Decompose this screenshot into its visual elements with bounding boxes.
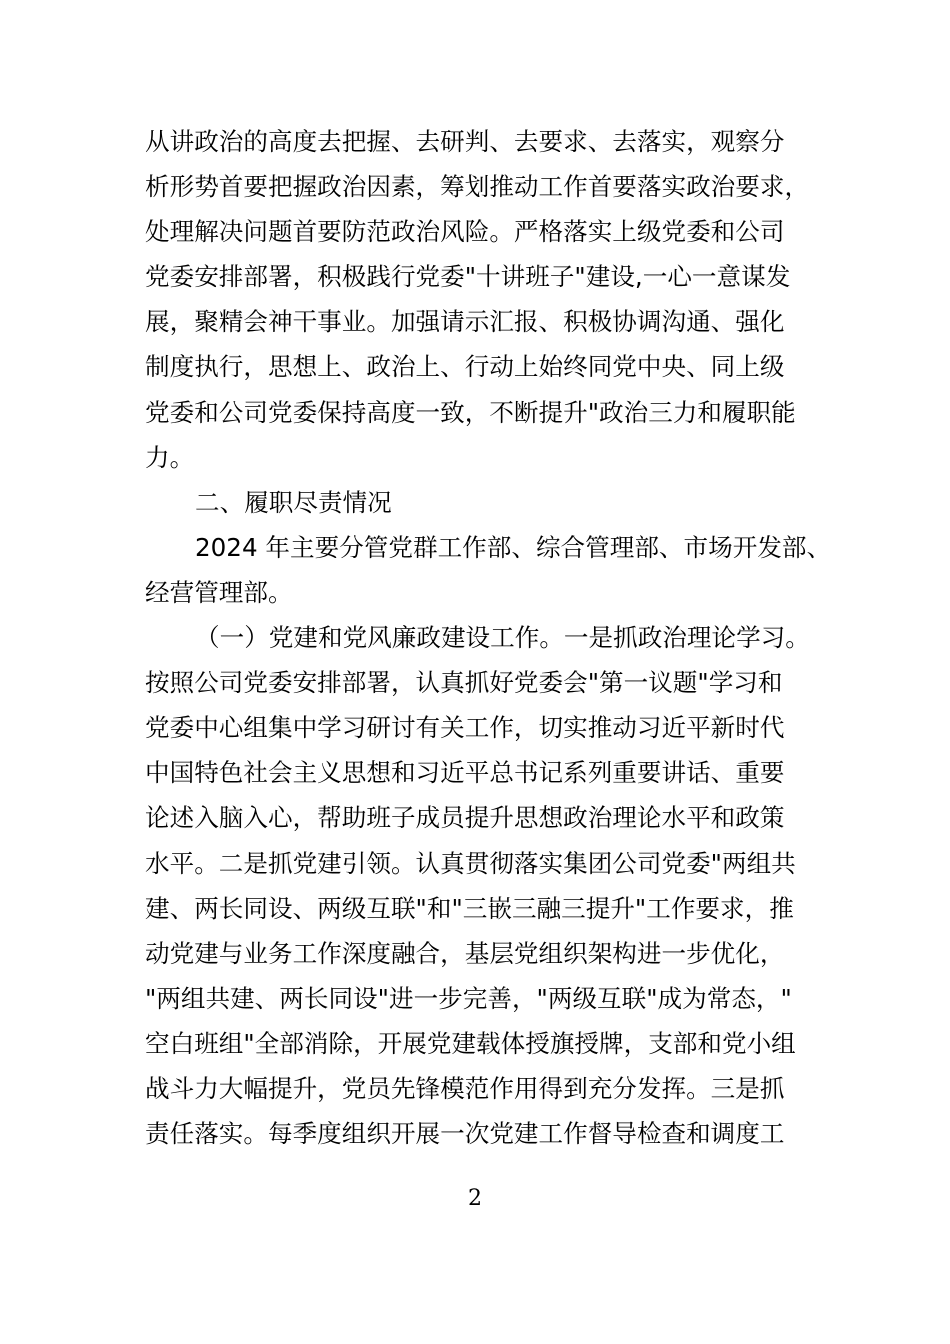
body-text (145, 119, 832, 1156)
text-line: "两组共建、两长同设"进一步完善，"两级互联"成为常态，" (145, 983, 792, 1013)
text-line: 党委中心组集中学习研讨有关工作，切实推动习近平新时代 (145, 713, 785, 743)
text-line: 按照公司党委安排部署，认真抓好党委会"第一议题"学习和 (145, 668, 783, 698)
text-line: 空白班组"全部消除，开展党建载体授旗授牌，支部和党小组 (145, 1028, 796, 1058)
text-line: 力。 (145, 442, 195, 472)
text-line: 经营管理部。 (145, 577, 293, 607)
text-line: 制度执行，思想上、政治上、行动上始终同党中央、同上级 (145, 352, 785, 382)
text-line: 从讲政治的高度去把握、去研判、去要求、去落实，观察分 (145, 127, 785, 156)
text-line: 战斗力大幅提升，党员先锋模范作用得到充分发挥。三是抓 (145, 1073, 785, 1103)
text-line: 2024 年主要分管党群工作部、综合管理部、市场开发部、 (195, 532, 832, 562)
text-line: 动党建与业务工作深度融合，基层党组织架构进一步优化， (145, 938, 785, 968)
page-number: 2 (468, 1186, 482, 1211)
section-heading: 二、履职尽责情况 (195, 487, 392, 517)
subsection-heading: （一）党建和党风廉政建设工作。一是抓政治理论学习。 (195, 623, 810, 653)
text-line: 展，聚精会神干事业。加强请示汇报、积极协调沟通、强化 (145, 307, 785, 337)
text-line: 析形势首要把握政治因素，筹划推动工作首要落实政治要求， (145, 172, 810, 202)
text-line: 论述入脑入心，帮助班子成员提升思想政治理论水平和政策 (145, 803, 785, 833)
text-line: 中国特色社会主义思想和习近平总书记系列重要讲话、重要 (145, 758, 785, 788)
text-line: 党委安排部署，积极践行党委"十讲班子"建设,一心一意谋发 (145, 262, 791, 292)
text-line: 党委和公司党委保持高度一致，不断提升"政治三力和履职能 (145, 397, 796, 427)
text-line: 建、两长同设、两级互联"和"三嵌三融三提升"工作要求，推 (145, 893, 794, 923)
text-line: 责任落实。每季度组织开展一次党建工作督导检查和调度工 (145, 1119, 785, 1149)
text-line: 水平。二是抓党建引领。认真贯彻落实集团公司党委"两组共 (145, 848, 796, 878)
text-line: 处理解决问题首要防范政治风险。严格落实上级党委和公司 (145, 217, 785, 247)
